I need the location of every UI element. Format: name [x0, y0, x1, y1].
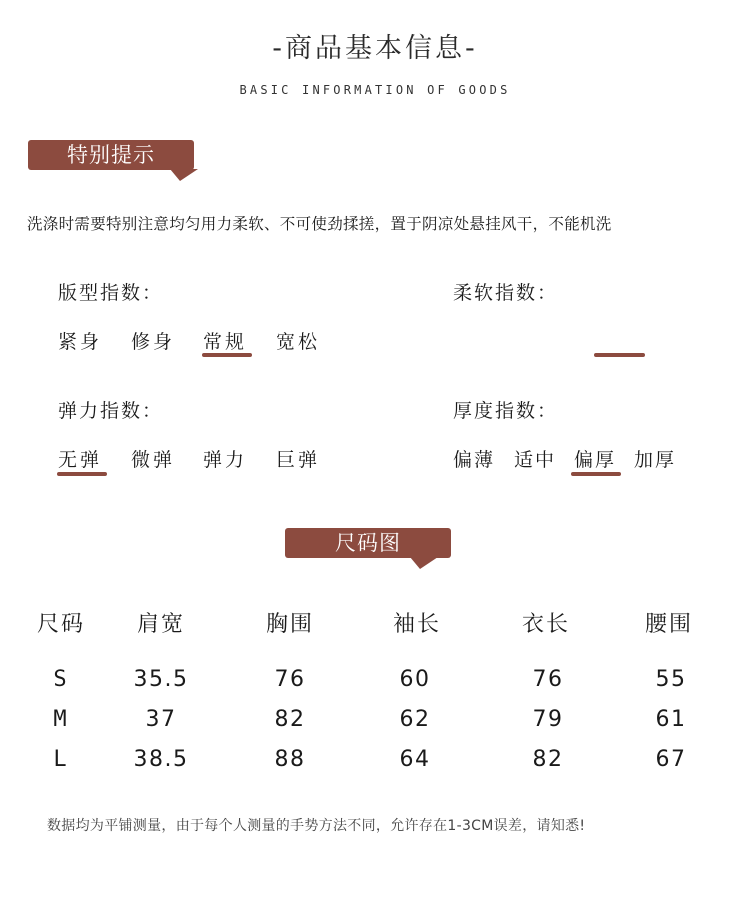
table-cell: 67 [655, 747, 687, 772]
fit-option-tight: 紧身 [58, 331, 103, 353]
table-cell: 76 [274, 667, 306, 692]
fit-index-label: 版型指数： [58, 282, 164, 304]
size-chart-tag [285, 528, 451, 558]
softness-selected-underline [594, 353, 645, 357]
table-cell: 64 [399, 747, 431, 772]
elasticity-index-label: 弹力指数： [58, 400, 164, 422]
table-cell: 76 [532, 667, 564, 692]
col-header-size: 尺码 [36, 612, 85, 637]
col-header-waist: 腰围 [644, 612, 693, 637]
tag-tail-shape [410, 557, 438, 569]
elasticity-option-slight: 微弹 [131, 449, 176, 471]
elasticity-selected-underline [57, 472, 107, 476]
page-subtitle: BASIC INFORMATION OF GOODS [239, 83, 511, 97]
elasticity-option-elastic: 弹力 [203, 449, 248, 471]
col-header-chest: 胸围 [265, 612, 314, 637]
table-cell: 88 [274, 747, 306, 772]
table-cell: 37 [145, 707, 177, 732]
table-cell-size: M [53, 707, 67, 732]
col-header-length: 衣长 [521, 612, 570, 637]
care-instructions: 洗涤时需要特别注意均匀用力柔软、不可使劲揉搓，置于阴凉处悬挂风干，不能机洗 [27, 215, 612, 233]
table-cell: 82 [532, 747, 564, 772]
thickness-selected-underline [571, 472, 621, 476]
thickness-option-medium: 适中 [514, 449, 557, 471]
elasticity-option-high: 巨弹 [276, 449, 321, 471]
table-cell: 60 [399, 667, 431, 692]
table-cell-size: L [53, 747, 67, 772]
fit-option-loose: 宽松 [276, 331, 321, 353]
col-header-sleeve: 袖长 [392, 612, 441, 637]
softness-index-label: 柔软指数： [453, 282, 559, 304]
thickness-option-thick: 偏厚 [574, 449, 617, 471]
thickness-index-label: 厚度指数： [453, 400, 559, 422]
table-cell: 62 [399, 707, 431, 732]
table-cell: 35.5 [133, 667, 189, 692]
tag-tail-shape [170, 169, 198, 181]
measurement-note: 数据均为平铺测量，由于每个人测量的手势方法不同，允许存在1-3CM误差，请知悉! [47, 818, 586, 834]
size-chart-tag-label: 尺码图 [335, 531, 401, 555]
table-cell: 38.5 [133, 747, 189, 772]
table-cell: 82 [274, 707, 306, 732]
special-notice-tag-label: 特别提示 [67, 143, 155, 167]
fit-option-slim: 修身 [131, 331, 176, 353]
fit-option-regular: 常规 [203, 331, 248, 353]
page-title: -商品基本信息- [272, 33, 478, 64]
fit-selected-underline [202, 353, 252, 357]
col-header-shoulder: 肩宽 [136, 612, 185, 637]
table-cell-size: S [53, 667, 67, 692]
table-cell: 61 [655, 707, 687, 732]
table-cell: 79 [532, 707, 564, 732]
thickness-option-thin: 偏薄 [453, 449, 496, 471]
table-cell: 55 [655, 667, 687, 692]
elasticity-option-none: 无弹 [58, 449, 103, 471]
special-notice-tag [28, 140, 194, 170]
thickness-option-extra-thick: 加厚 [634, 449, 677, 471]
